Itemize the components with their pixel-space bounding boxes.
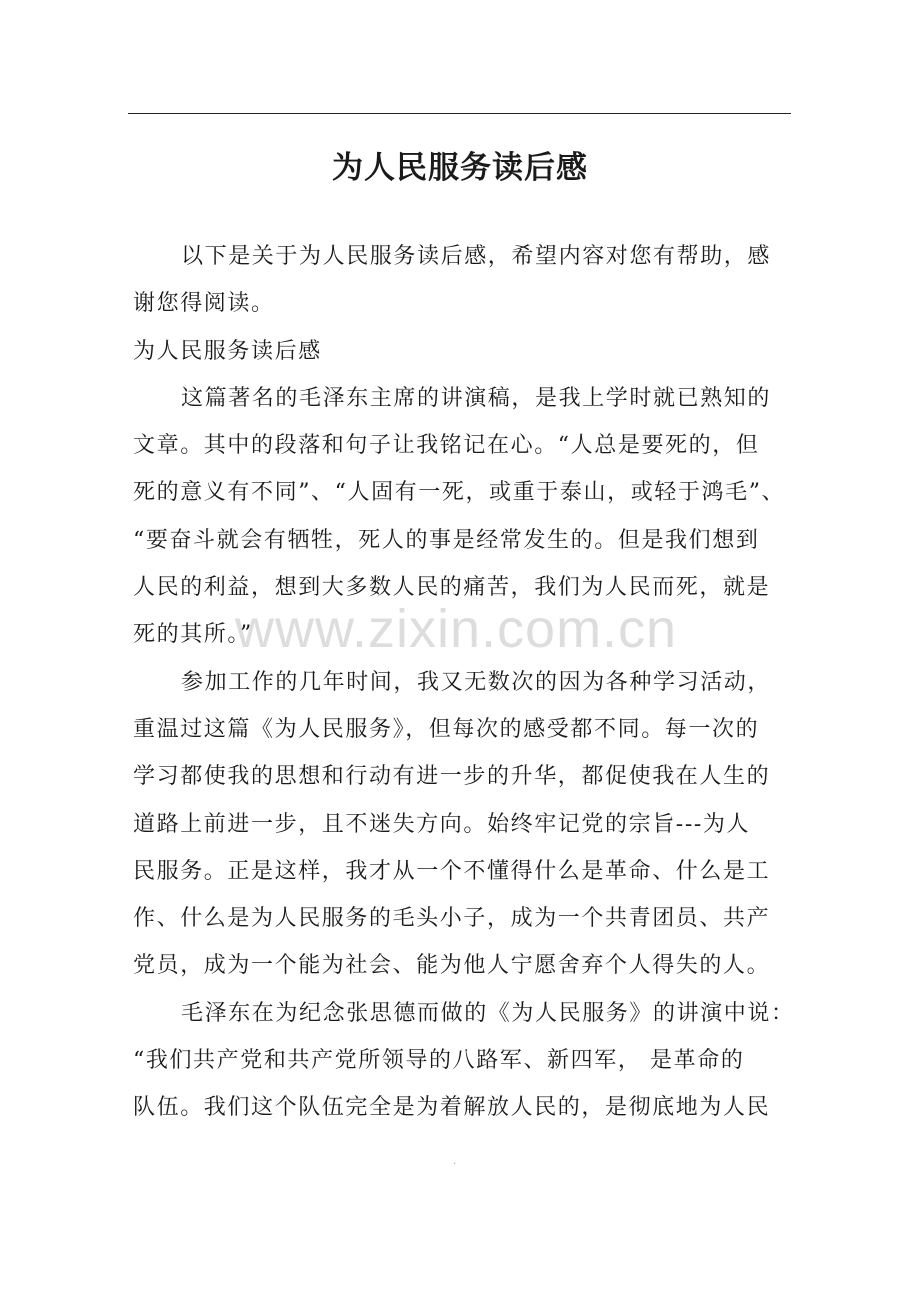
text-line: 以下是关于为人民服务读后感，希望内容对您有帮助，感 [181,244,772,269]
document-body [133,233,793,1132]
footer-mark: . [453,1156,457,1167]
text-line: 死的其所。” [133,622,253,648]
text-line: “要奋斗就会有牺牲，死人的事是经常发生的。但是我们想到 [133,527,760,553]
text-line: 道路上前进一步，且不迷失方向。始终牢记党的宗旨---为人 [133,811,751,837]
text-line: 民服务。正是这样，我才从一个不懂得什么是革命、什么是工 [133,858,771,884]
text-line: 党员，成为一个能为社会、能为他人宁愿舍弃个人得失的人。 [133,953,771,979]
text-line: 参加工作的几年时间，我又无数次的因为各种学习活动， [181,669,772,695]
text-line: 毛泽东在为纪念张思德而做的《为人民服务》的讲演中说： [181,1000,795,1026]
document-title: 为人民服务读后感 [332,150,588,186]
text-line: 文章。其中的段落和句子让我铭记在心。“人总是要死的，但 [133,433,760,459]
text-line: 谢您得阅读。 [133,291,275,317]
section-heading: 为人民服务读后感 [133,338,322,364]
text-line: 这篇著名的毛泽东主席的讲演稿，是我上学时就已熟知的 [181,385,772,411]
header-rule [128,113,791,114]
text-line: 作、什么是为人民服务的毛头小子，成为一个共青团员、共产 [133,906,771,932]
watermark-logo: www.zixin.com.cn [235,599,678,659]
text-line: 重温过这篇《为人民服务》，但每次的感受都不同。每一次的 [133,716,760,742]
text-line: 人民的利益，想到大多数人民的痛苦，我们为人民而死，就是 [133,575,771,601]
text-line: 队伍。我们这个队伍完全是为着解放人民的，是彻底地为人民 [133,1095,771,1121]
text-line: 学习都使我的思想和行动有进一步的升华，都促使我在人生的 [133,764,771,790]
text-line: “我们共产党和共产党所领导的八路军、新四军， 是革命的 [133,1048,745,1074]
text-line: 死的意义有不同”、“人固有一死，或重于泰山，或轻于鸿毛”、 [133,480,786,506]
